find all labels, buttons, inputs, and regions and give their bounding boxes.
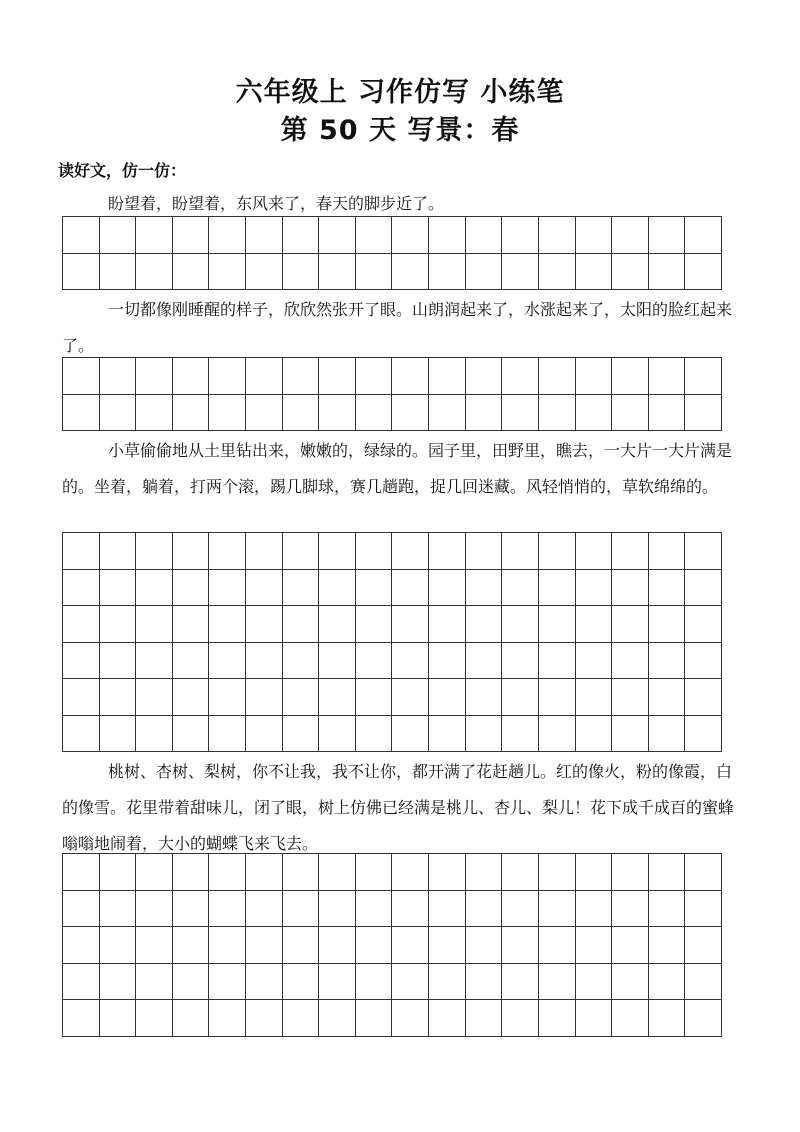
grid-cell[interactable] — [63, 679, 100, 716]
grid-cell[interactable] — [356, 964, 393, 1001]
grid-cell[interactable] — [319, 1000, 356, 1037]
grid-cell[interactable] — [319, 217, 356, 254]
writing-grid-4[interactable] — [62, 853, 722, 1037]
grid-cell[interactable] — [576, 643, 613, 680]
grid-cell[interactable] — [612, 964, 649, 1001]
grid-cell[interactable] — [136, 716, 173, 753]
grid-cell[interactable] — [246, 254, 283, 291]
grid-cell[interactable] — [100, 891, 137, 928]
grid-cell[interactable] — [173, 927, 210, 964]
grid-cell[interactable] — [283, 716, 320, 753]
grid-cell[interactable] — [502, 643, 539, 680]
grid-cell[interactable] — [612, 891, 649, 928]
grid-cell[interactable] — [649, 716, 686, 753]
grid-cell[interactable] — [502, 1000, 539, 1037]
grid-cell[interactable] — [63, 927, 100, 964]
grid-cell[interactable] — [392, 891, 429, 928]
grid-cell[interactable] — [173, 854, 210, 891]
grid-cell[interactable] — [356, 716, 393, 753]
grid-cell[interactable] — [466, 358, 503, 395]
grid-cell[interactable] — [612, 358, 649, 395]
grid-cell[interactable] — [356, 395, 393, 432]
grid-cell[interactable] — [466, 570, 503, 607]
grid-cell[interactable] — [612, 716, 649, 753]
page-title: 六年级上 习作仿写 小练笔 — [235, 77, 565, 108]
grid-cell[interactable] — [283, 395, 320, 432]
grid-cell[interactable] — [319, 606, 356, 643]
grid-cell[interactable] — [283, 964, 320, 1001]
grid-cell[interactable] — [283, 533, 320, 570]
grid-cell[interactable] — [283, 570, 320, 607]
grid-cell[interactable] — [100, 854, 137, 891]
grid-cell[interactable] — [136, 891, 173, 928]
grid-cell[interactable] — [356, 358, 393, 395]
grid-cell[interactable] — [612, 1000, 649, 1037]
grid-cell[interactable] — [136, 606, 173, 643]
grid-cell[interactable] — [173, 643, 210, 680]
grid-cell[interactable] — [100, 1000, 137, 1037]
grid-cell[interactable] — [466, 1000, 503, 1037]
grid-cell[interactable] — [319, 570, 356, 607]
grid-cell[interactable] — [539, 1000, 576, 1037]
grid-cell[interactable] — [612, 606, 649, 643]
grid-cell[interactable] — [356, 570, 393, 607]
grid-cell[interactable] — [283, 891, 320, 928]
grid-cell[interactable] — [649, 964, 686, 1001]
grid-cell[interactable] — [466, 964, 503, 1001]
grid-cell[interactable] — [392, 679, 429, 716]
grid-cell[interactable] — [685, 606, 722, 643]
grid-cell[interactable] — [173, 679, 210, 716]
grid-cell[interactable] — [429, 395, 466, 432]
grid-cell[interactable] — [319, 964, 356, 1001]
grid-cell[interactable] — [612, 927, 649, 964]
grid-cell[interactable] — [429, 533, 466, 570]
grid-cell[interactable] — [136, 643, 173, 680]
grid-cell[interactable] — [466, 395, 503, 432]
grid-cell[interactable] — [539, 358, 576, 395]
grid-cell[interactable] — [685, 1000, 722, 1037]
grid-cell[interactable] — [319, 643, 356, 680]
grid-cell[interactable] — [136, 254, 173, 291]
grid-cell[interactable] — [502, 716, 539, 753]
grid-cell[interactable] — [392, 964, 429, 1001]
grid-cell[interactable] — [685, 927, 722, 964]
grid-cell[interactable] — [392, 854, 429, 891]
grid-cell[interactable] — [136, 395, 173, 432]
grid-cell[interactable] — [319, 927, 356, 964]
grid-cell[interactable] — [429, 358, 466, 395]
grid-cell[interactable] — [576, 964, 613, 1001]
grid-cell[interactable] — [466, 854, 503, 891]
grid-cell[interactable] — [283, 606, 320, 643]
grid-cell[interactable] — [100, 217, 137, 254]
grid-cell[interactable] — [429, 606, 466, 643]
grid-cell[interactable] — [685, 891, 722, 928]
grid-cell[interactable] — [356, 1000, 393, 1037]
grid-cell[interactable] — [209, 964, 246, 1001]
grid-cell[interactable] — [612, 254, 649, 291]
grid-cell[interactable] — [283, 679, 320, 716]
grid-cell[interactable] — [576, 854, 613, 891]
grid-cell[interactable] — [63, 854, 100, 891]
grid-cell[interactable] — [649, 891, 686, 928]
grid-cell[interactable] — [539, 679, 576, 716]
writing-grid-2[interactable] — [62, 357, 722, 431]
grid-cell[interactable] — [392, 254, 429, 291]
grid-cell[interactable] — [685, 358, 722, 395]
grid-cell[interactable] — [63, 643, 100, 680]
grid-cell[interactable] — [392, 606, 429, 643]
grid-cell[interactable] — [63, 1000, 100, 1037]
grid-cell[interactable] — [246, 716, 283, 753]
grid-cell[interactable] — [649, 927, 686, 964]
grid-cell[interactable] — [576, 395, 613, 432]
grid-cell[interactable] — [576, 217, 613, 254]
grid-cell[interactable] — [502, 395, 539, 432]
grid-cell[interactable] — [319, 533, 356, 570]
grid-cell[interactable] — [136, 854, 173, 891]
grid-cell[interactable] — [356, 606, 393, 643]
grid-cell[interactable] — [283, 358, 320, 395]
grid-cell[interactable] — [685, 854, 722, 891]
grid-cell[interactable] — [429, 927, 466, 964]
grid-cell[interactable] — [649, 358, 686, 395]
grid-cell[interactable] — [209, 643, 246, 680]
grid-cell[interactable] — [63, 964, 100, 1001]
grid-cell[interactable] — [173, 1000, 210, 1037]
grid-cell[interactable] — [100, 395, 137, 432]
grid-cell[interactable] — [173, 570, 210, 607]
grid-cell[interactable] — [576, 606, 613, 643]
grid-cell[interactable] — [466, 643, 503, 680]
grid-cell[interactable] — [209, 217, 246, 254]
grid-cell[interactable] — [100, 927, 137, 964]
grid-cell[interactable] — [612, 533, 649, 570]
grid-cell[interactable] — [100, 570, 137, 607]
grid-cell[interactable] — [466, 927, 503, 964]
grid-cell[interactable] — [685, 716, 722, 753]
grid-cell[interactable] — [429, 643, 466, 680]
grid-cell[interactable] — [649, 1000, 686, 1037]
grid-cell[interactable] — [392, 927, 429, 964]
grid-cell[interactable] — [319, 395, 356, 432]
grid-cell[interactable] — [502, 891, 539, 928]
grid-cell[interactable] — [246, 217, 283, 254]
grid-cell[interactable] — [539, 643, 576, 680]
grid-cell[interactable] — [429, 891, 466, 928]
grid-cell[interactable] — [685, 679, 722, 716]
grid-cell[interactable] — [612, 854, 649, 891]
grid-cell[interactable] — [466, 254, 503, 291]
grid-cell[interactable] — [392, 217, 429, 254]
grid-cell[interactable] — [502, 570, 539, 607]
grid-cell[interactable] — [246, 533, 283, 570]
grid-cell[interactable] — [63, 716, 100, 753]
grid-cell[interactable] — [209, 1000, 246, 1037]
grid-cell[interactable] — [649, 606, 686, 643]
grid-cell[interactable] — [649, 854, 686, 891]
grid-cell[interactable] — [429, 570, 466, 607]
passage-4: 桃树、杏树、梨树，你不让我，我不让你，都开满了花赶趟儿。红的像火，粉的像霞，白的像雪。花里带着甜味儿，闭了眼，树上仿佛已经满是桃儿、杏儿、梨儿！花下成千成百的蜜蜂嗡嗡地闹着，大小的蝴蝶飞来飞去。 — [62, 762, 735, 853]
grid-cell[interactable] — [429, 1000, 466, 1037]
grid-cell[interactable] — [466, 679, 503, 716]
grid-cell[interactable] — [319, 854, 356, 891]
grid-cell[interactable] — [209, 606, 246, 643]
grid-cell[interactable] — [612, 217, 649, 254]
grid-cell[interactable] — [429, 679, 466, 716]
grid-cell[interactable] — [649, 533, 686, 570]
grid-cell[interactable] — [502, 854, 539, 891]
grid-cell[interactable] — [319, 716, 356, 753]
grid-cell[interactable] — [685, 643, 722, 680]
grid-cell[interactable] — [576, 358, 613, 395]
grid-cell[interactable] — [173, 964, 210, 1001]
grid-cell[interactable] — [539, 854, 576, 891]
grid-cell[interactable] — [246, 643, 283, 680]
passage-3: 小草偷偷地从土里钻出来，嫩嫩的，绿绿的。园子里，田野里，瞧去，一大片一大片满是的。坐着，躺着，打两个滚，踢几脚球，赛几趟跑，捉几回迷藏。风轻悄悄的，草软绵绵的。 — [62, 441, 733, 496]
grid-cell[interactable] — [576, 1000, 613, 1037]
grid-cell[interactable] — [576, 716, 613, 753]
passage-2: 一切都像刚睡醒的样子，欣欣然张开了眼。山朗润起来了，水涨起来了，太阳的脸红起来了。 — [62, 300, 733, 355]
grid-cell[interactable] — [209, 570, 246, 607]
grid-cell[interactable] — [466, 891, 503, 928]
grid-cell[interactable] — [539, 217, 576, 254]
grid-cell[interactable] — [100, 358, 137, 395]
grid-cell[interactable] — [136, 570, 173, 607]
grid-cell[interactable] — [136, 964, 173, 1001]
grid-cell[interactable] — [356, 533, 393, 570]
grid-cell[interactable] — [319, 891, 356, 928]
grid-cell[interactable] — [356, 891, 393, 928]
grid-cell[interactable] — [466, 217, 503, 254]
grid-cell[interactable] — [502, 217, 539, 254]
grid-cell[interactable] — [136, 679, 173, 716]
grid-cell[interactable] — [429, 854, 466, 891]
grid-cell[interactable] — [502, 358, 539, 395]
grid-cell[interactable] — [209, 927, 246, 964]
writing-grid-1[interactable] — [62, 216, 722, 290]
grid-cell[interactable] — [356, 927, 393, 964]
grid-cell[interactable] — [173, 716, 210, 753]
grid-cell[interactable] — [392, 533, 429, 570]
grid-cell[interactable] — [649, 643, 686, 680]
grid-cell[interactable] — [685, 254, 722, 291]
grid-cell[interactable] — [539, 927, 576, 964]
grid-cell[interactable] — [539, 716, 576, 753]
grid-cell[interactable] — [136, 927, 173, 964]
grid-cell[interactable] — [502, 606, 539, 643]
grid-cell[interactable] — [356, 854, 393, 891]
grid-cell[interactable] — [63, 533, 100, 570]
grid-cell[interactable] — [63, 254, 100, 291]
grid-cell[interactable] — [63, 891, 100, 928]
grid-cell[interactable] — [356, 643, 393, 680]
grid-cell[interactable] — [429, 217, 466, 254]
grid-cell[interactable] — [649, 570, 686, 607]
grid-cell[interactable] — [429, 964, 466, 1001]
grid-cell[interactable] — [429, 716, 466, 753]
grid-cell[interactable] — [319, 254, 356, 291]
grid-cell[interactable] — [63, 570, 100, 607]
grid-cell[interactable] — [466, 533, 503, 570]
grid-cell[interactable] — [63, 606, 100, 643]
grid-cell[interactable] — [209, 533, 246, 570]
grid-cell[interactable] — [63, 395, 100, 432]
grid-cell[interactable] — [173, 533, 210, 570]
grid-cell[interactable] — [392, 570, 429, 607]
grid-cell[interactable] — [173, 254, 210, 291]
grid-cell[interactable] — [319, 679, 356, 716]
grid-cell[interactable] — [392, 1000, 429, 1037]
grid-cell[interactable] — [283, 254, 320, 291]
grid-cell[interactable] — [576, 679, 613, 716]
writing-grid-3[interactable] — [62, 532, 722, 752]
grid-cell[interactable] — [685, 533, 722, 570]
passage-1: 盼望着，盼望着，东风来了，春天的脚步近了。 — [108, 194, 445, 213]
grid-cell[interactable] — [356, 254, 393, 291]
grid-cell[interactable] — [319, 358, 356, 395]
grid-cell[interactable] — [466, 606, 503, 643]
grid-cell[interactable] — [392, 358, 429, 395]
grid-cell[interactable] — [685, 217, 722, 254]
grid-cell[interactable] — [612, 679, 649, 716]
grid-cell[interactable] — [246, 395, 283, 432]
grid-cell[interactable] — [539, 570, 576, 607]
grid-cell[interactable] — [502, 964, 539, 1001]
grid-cell[interactable] — [576, 570, 613, 607]
grid-cell[interactable] — [283, 643, 320, 680]
grid-cell[interactable] — [576, 927, 613, 964]
grid-cell[interactable] — [649, 679, 686, 716]
grid-cell[interactable] — [209, 395, 246, 432]
grid-cell[interactable] — [209, 716, 246, 753]
grid-cell[interactable] — [356, 217, 393, 254]
grid-cell[interactable] — [136, 358, 173, 395]
grid-cell[interactable] — [246, 927, 283, 964]
grid-cell[interactable] — [539, 254, 576, 291]
grid-cell[interactable] — [100, 533, 137, 570]
grid-cell[interactable] — [649, 217, 686, 254]
grid-cell[interactable] — [539, 395, 576, 432]
grid-cell[interactable] — [283, 217, 320, 254]
grid-cell[interactable] — [63, 358, 100, 395]
grid-cell[interactable] — [136, 217, 173, 254]
grid-cell[interactable] — [246, 1000, 283, 1037]
grid-cell[interactable] — [246, 679, 283, 716]
grid-cell[interactable] — [649, 254, 686, 291]
grid-cell[interactable] — [539, 964, 576, 1001]
grid-cell[interactable] — [246, 854, 283, 891]
grid-cell[interactable] — [539, 891, 576, 928]
grid-cell[interactable] — [209, 854, 246, 891]
grid-cell[interactable] — [173, 891, 210, 928]
grid-cell[interactable] — [283, 927, 320, 964]
grid-cell[interactable] — [100, 964, 137, 1001]
grid-cell[interactable] — [392, 716, 429, 753]
grid-cell[interactable] — [283, 854, 320, 891]
grid-cell[interactable] — [63, 217, 100, 254]
grid-cell[interactable] — [173, 217, 210, 254]
grid-cell[interactable] — [136, 1000, 173, 1037]
grid-cell[interactable] — [100, 716, 137, 753]
grid-cell[interactable] — [136, 533, 173, 570]
grid-cell[interactable] — [209, 679, 246, 716]
grid-cell[interactable] — [246, 570, 283, 607]
grid-cell[interactable] — [649, 395, 686, 432]
grid-cell[interactable] — [100, 254, 137, 291]
grid-cell[interactable] — [173, 395, 210, 432]
grid-cell[interactable] — [246, 891, 283, 928]
grid-cell[interactable] — [539, 606, 576, 643]
grid-cell[interactable] — [429, 254, 466, 291]
grid-cell[interactable] — [502, 254, 539, 291]
grid-cell[interactable] — [612, 643, 649, 680]
grid-cell[interactable] — [356, 679, 393, 716]
grid-cell[interactable] — [246, 358, 283, 395]
grid-cell[interactable] — [173, 606, 210, 643]
grid-cell[interactable] — [685, 964, 722, 1001]
grid-cell[interactable] — [502, 533, 539, 570]
grid-cell[interactable] — [539, 533, 576, 570]
grid-cell[interactable] — [246, 606, 283, 643]
grid-cell[interactable] — [392, 395, 429, 432]
page-subtitle: 第 50 天 写景：春 — [280, 115, 520, 146]
section-label: 读好文，仿一仿： — [58, 161, 187, 180]
grid-cell[interactable] — [246, 964, 283, 1001]
grid-cell[interactable] — [502, 679, 539, 716]
grid-cell[interactable] — [209, 891, 246, 928]
grid-cell[interactable] — [576, 891, 613, 928]
grid-cell[interactable] — [209, 358, 246, 395]
grid-cell[interactable] — [100, 606, 137, 643]
grid-cell[interactable] — [576, 533, 613, 570]
grid-cell[interactable] — [612, 570, 649, 607]
grid-cell[interactable] — [173, 358, 210, 395]
grid-cell[interactable] — [100, 679, 137, 716]
grid-cell[interactable] — [283, 1000, 320, 1037]
grid-cell[interactable] — [466, 716, 503, 753]
grid-cell[interactable] — [392, 643, 429, 680]
grid-cell[interactable] — [100, 643, 137, 680]
grid-cell[interactable] — [209, 254, 246, 291]
grid-cell[interactable] — [576, 254, 613, 291]
grid-cell[interactable] — [502, 927, 539, 964]
grid-cell[interactable] — [685, 395, 722, 432]
grid-cell[interactable] — [685, 570, 722, 607]
grid-cell[interactable] — [612, 395, 649, 432]
